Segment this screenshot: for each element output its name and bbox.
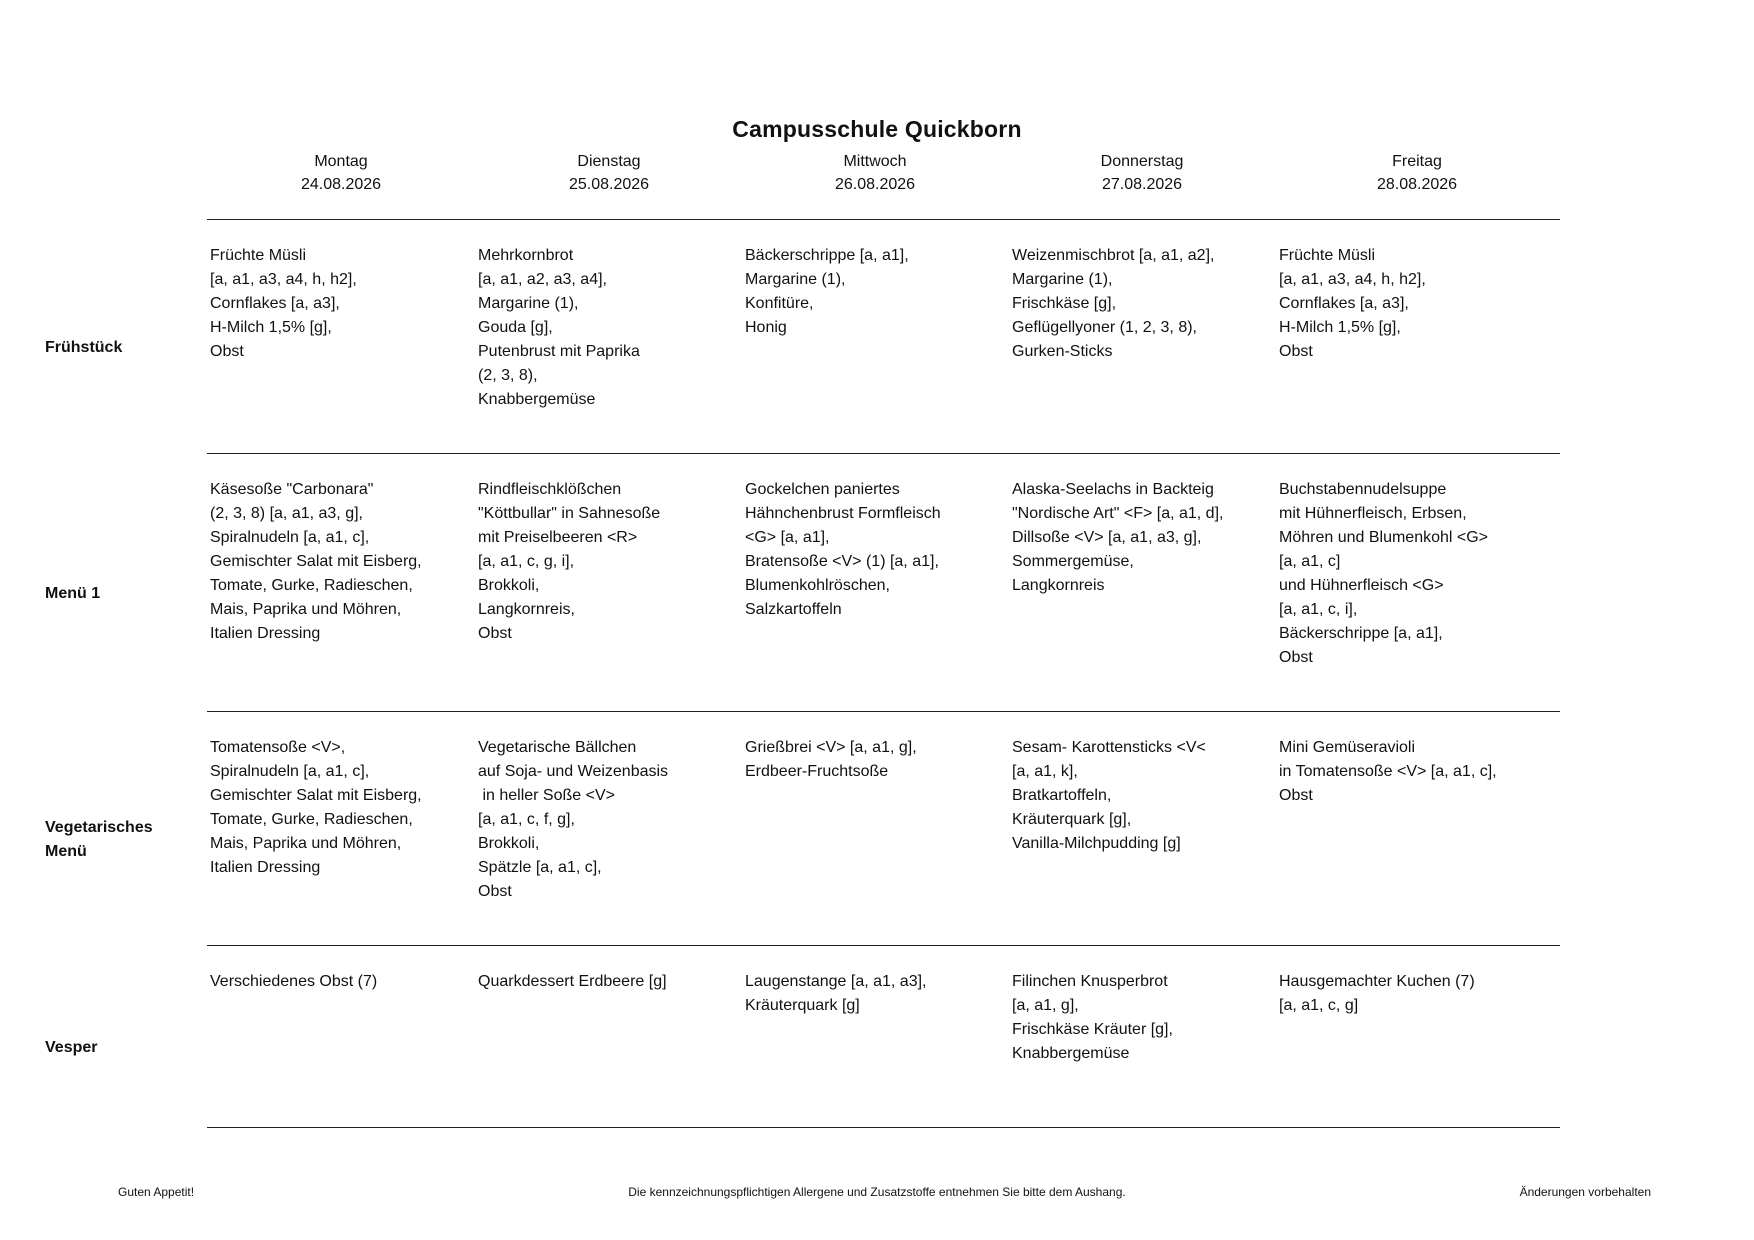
menu-line: [a, a1, g], (1012, 997, 1079, 1014)
menu-line: Brokkoli, (478, 577, 540, 594)
menu-line: auf Soja- und Weizenbasis (478, 763, 669, 780)
menu-line: Putenbrust mit Paprika (478, 343, 640, 360)
menu-cell (210, 970, 472, 994)
day-name: Montag (314, 153, 368, 170)
menu-line: Salzkartoffeln (745, 601, 842, 618)
row-label-vesper: Vesper (45, 1039, 98, 1056)
menu-cell (745, 478, 1007, 622)
menu-line: Kräuterquark [g], (1012, 811, 1132, 828)
menu-line: [a, a1, c, f, g], (478, 811, 575, 828)
menu-line: Margarine (1), (1012, 271, 1113, 288)
menu-line: Langkornreis (1012, 577, 1105, 594)
day-header-tuesday (489, 150, 729, 196)
menu-cell (1279, 478, 1541, 670)
menu-line: (2, 3, 8), (478, 367, 538, 384)
menu-line: mit Preiselbeeren <R> (478, 529, 638, 546)
footer-greeting: Guten Appetit! (118, 1185, 195, 1199)
menu-cell (745, 244, 1007, 340)
menu-line: Rindfleischklößchen (478, 481, 622, 498)
menu-line: Knabbergemüse (478, 391, 596, 408)
row-label-vegetarisches-menue: Vegetarisches Menü (45, 819, 153, 860)
day-header-friday (1297, 150, 1537, 196)
menu-line: in heller Soße <V> (478, 787, 615, 804)
menu-line: Brokkoli, (478, 835, 540, 852)
menu-line: Käsesoße "Carbonara" (210, 481, 374, 498)
menu-line: Früchte Müsli (1279, 247, 1376, 264)
menu-line: Mehrkornbrot (478, 247, 574, 264)
menu-line: Obst (210, 343, 244, 360)
menu-line: Italien Dressing (210, 625, 321, 642)
menu-line: Obst (478, 625, 512, 642)
menu-line: Langkornreis, (478, 601, 575, 618)
menu-line: Tomate, Gurke, Radieschen, (210, 577, 413, 594)
menu-cell (478, 244, 740, 412)
day-name: Freitag (1392, 153, 1442, 170)
menu-line: [a, a1, c, i], (1279, 601, 1358, 618)
divider (207, 219, 1560, 220)
menu-line: Quarkdessert Erdbeere [g] (478, 973, 667, 990)
menu-line: Bratkartoffeln, (1012, 787, 1112, 804)
menu-line: Mini Gemüseravioli (1279, 739, 1416, 756)
menu-cell (745, 970, 1007, 1018)
menu-line: Filinchen Knusperbrot (1012, 973, 1168, 990)
footer-allergen-note: Die kennzeichnungspflichtigen Allergene und Zusatzstoffe entnehmen Sie bitte dem Aushang. (628, 1185, 1126, 1199)
menu-line: Dillsoße <V> [a, a1, a3, g], (1012, 529, 1202, 546)
menu-line: Margarine (1), (478, 295, 579, 312)
day-header-thursday (1022, 150, 1262, 196)
menu-line: Vanilla-Milchpudding [g] (1012, 835, 1181, 852)
menu-line: Mais, Paprika und Möhren, (210, 601, 402, 618)
menu-line: (2, 3, 8) [a, a1, a3, g], (210, 505, 363, 522)
day-name: Mittwoch (843, 153, 907, 170)
menu-line: Hähnchenbrust Formfleisch (745, 505, 941, 522)
menu-line: Möhren und Blumenkohl <G> (1279, 529, 1489, 546)
menu-line: H-Milch 1,5% [g], (210, 319, 332, 336)
row-label-fruehstueck: Frühstück (45, 339, 123, 356)
menu-line: in Tomatensoße <V> [a, a1, c], (1279, 763, 1497, 780)
menu-line: Bäckerschrippe [a, a1], (745, 247, 909, 264)
menu-cell (478, 478, 740, 646)
menu-line: Cornflakes [a, a3], (210, 295, 340, 312)
menu-line: Tomate, Gurke, Radieschen, (210, 811, 413, 828)
day-date: 24.08.2026 (300, 176, 382, 193)
menu-line: Sesam- Karottensticks <V< (1012, 739, 1206, 756)
menu-line: Obst (478, 883, 512, 900)
menu-cell (1012, 736, 1274, 856)
divider (207, 453, 1560, 454)
menu-line: Geflügellyoner (1, 2, 3, 8), (1012, 319, 1197, 336)
menu-cell (210, 736, 472, 880)
menu-cell (1279, 736, 1541, 808)
divider (207, 711, 1560, 712)
menu-line: Frischkäse [g], (1012, 295, 1117, 312)
menu-line: Italien Dressing (210, 859, 321, 876)
menu-line: [a, a1, c, g, i], (478, 553, 575, 570)
menu-line: Erdbeer-Fruchtsoße (745, 763, 889, 780)
menu-line: Knabbergemüse (1012, 1045, 1130, 1062)
menu-line: Obst (1279, 343, 1313, 360)
day-name: Dienstag (577, 153, 641, 170)
menu-line: Obst (1279, 649, 1313, 666)
menu-line: [a, a1, a2, a3, a4], (478, 271, 607, 288)
menu-line: <G> [a, a1], (745, 529, 830, 546)
menu-cell (210, 244, 472, 364)
menu-line: "Nordische Art" <F> [a, a1, d], (1012, 505, 1224, 522)
menu-line: Gemischter Salat mit Eisberg, (210, 787, 422, 804)
menu-cell (1279, 970, 1541, 1018)
menu-line: Laugenstange [a, a1, a3], (745, 973, 927, 990)
menu-line: Blumenkohlröschen, (745, 577, 890, 594)
menu-line: Weizenmischbrot [a, a1, a2], (1012, 247, 1215, 264)
page-title: Campusschule Quickborn (732, 116, 1022, 142)
menu-line: Cornflakes [a, a3], (1279, 295, 1409, 312)
menu-cell (210, 478, 472, 646)
menu-line: [a, a1, a3, a4, h, h2], (210, 271, 357, 288)
menu-cell (1012, 244, 1274, 364)
menu-line: Vegetarische Bällchen (478, 739, 637, 756)
day-header-wednesday (755, 150, 995, 196)
menu-line: Bäckerschrippe [a, a1], (1279, 625, 1443, 642)
menu-line: Mais, Paprika und Möhren, (210, 835, 402, 852)
menu-line: Spätzle [a, a1, c], (478, 859, 602, 876)
menu-cell (1012, 478, 1274, 598)
menu-line: Margarine (1), (745, 271, 846, 288)
menu-line: und Hühnerfleisch <G> (1279, 577, 1444, 594)
divider (207, 945, 1560, 946)
menu-cell (478, 736, 740, 904)
menu-line: Kräuterquark [g] (745, 997, 860, 1014)
day-header-monday (221, 150, 461, 196)
menu-line: Verschiedenes Obst (7) (210, 973, 378, 990)
menu-line: Gockelchen paniertes (745, 481, 900, 498)
day-date: 25.08.2026 (568, 176, 650, 193)
menu-line: Grießbrei <V> [a, a1, g], (745, 739, 917, 756)
menu-line: Alaska-Seelachs in Backteig (1012, 481, 1214, 498)
menu-line: [a, a1, k], (1012, 763, 1078, 780)
menu-line: mit Hühnerfleisch, Erbsen, (1279, 505, 1467, 522)
menu-line: Gemischter Salat mit Eisberg, (210, 553, 422, 570)
menu-line: Spiralnudeln [a, a1, c], (210, 763, 370, 780)
menu-line: Konfitüre, (745, 295, 814, 312)
menu-line: [a, a1, c] (1279, 553, 1341, 570)
menu-line: Buchstabennudelsuppe (1279, 481, 1447, 498)
day-name: Donnerstag (1100, 153, 1184, 170)
menu-line: Bratensoße <V> (1) [a, a1], (745, 553, 939, 570)
divider (207, 1127, 1560, 1128)
menu-cell (745, 736, 1007, 784)
menu-line: Obst (1279, 787, 1313, 804)
row-label-menue-1: Menü 1 (45, 585, 101, 602)
day-date: 27.08.2026 (1101, 176, 1183, 193)
menu-line: Gouda [g], (478, 319, 553, 336)
footer-disclaimer: Änderungen vorbehalten (1519, 1185, 1651, 1199)
menu-line: Früchte Müsli (210, 247, 307, 264)
day-date: 26.08.2026 (834, 176, 916, 193)
menu-line: H-Milch 1,5% [g], (1279, 319, 1401, 336)
menu-cell (478, 970, 740, 994)
menu-line: Honig (745, 319, 787, 336)
menu-line: Spiralnudeln [a, a1, c], (210, 529, 370, 546)
menu-line: Frischkäse Kräuter [g], (1012, 1021, 1173, 1038)
menu-cell (1012, 970, 1274, 1066)
day-date: 28.08.2026 (1376, 176, 1458, 193)
menu-line: Tomatensoße <V>, (210, 739, 346, 756)
menu-cell (1279, 244, 1541, 364)
menu-line: Hausgemachter Kuchen (7) (1279, 973, 1475, 990)
menu-line: "Köttbullar" in Sahnesoße (478, 505, 661, 522)
menu-line: [a, a1, c, g] (1279, 997, 1359, 1014)
menu-line: Sommergemüse, (1012, 553, 1134, 570)
menu-line: [a, a1, a3, a4, h, h2], (1279, 271, 1426, 288)
menu-line: Gurken-Sticks (1012, 343, 1113, 360)
